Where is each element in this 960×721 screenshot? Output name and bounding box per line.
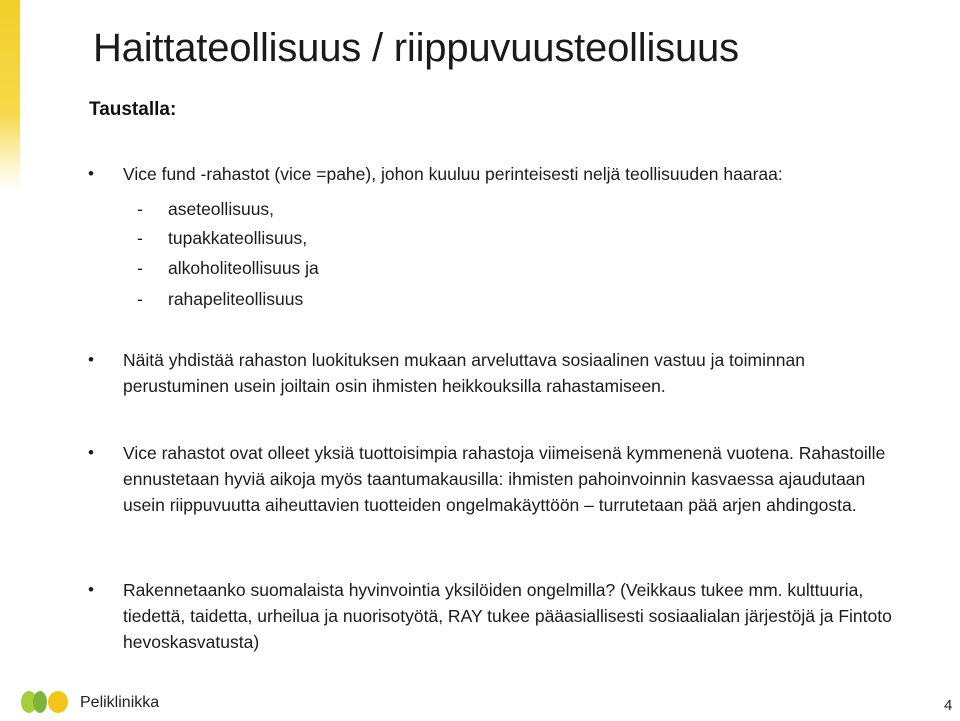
slide-title: Haittateollisuus / riippuvuusteollisuus xyxy=(93,26,739,70)
bullet-profitability: • Vice rahastot ovat olleet yksiä tuottoisimpia rahastoja viimeisenä kymmenenä vuotena. Rahastoille ennustetaan hyviä aikoja myös taantumakausilla: ihmisten pahoinvoinnin kasvaessa ajaudutaan usein riippuvuutta aiheuttavien tuotteiden ongelmakäyttöön – turrutetaan pää arjen ahdingosta. xyxy=(123,440,903,518)
yellow-accent-bar xyxy=(0,0,20,190)
section-heading: Taustalla: xyxy=(89,99,177,120)
dash-marker: - xyxy=(137,199,143,219)
logo-leaf-dark xyxy=(33,691,47,713)
bullet-vice-fund: • Vice fund -rahastot (vice =pahe), johon kuuluu perinteisesti neljä teollisuuden haaraa: xyxy=(123,161,903,187)
list-item-label: tupakkateollisuus, xyxy=(168,228,308,248)
bullet-welfare-question: • Rakennetaanko suomalaista hyvinvointia yksilöiden ongelmilla? (Veikkaus tukee mm. kulttuuria, tiedettä, taidetta, urheilua ja nuorisotyötä, RAY tukee pääasiallisesti sosiaalialan järjestöjä ja Fintoto hevoskasvatusta) xyxy=(123,577,903,655)
dash-marker: - xyxy=(137,258,143,278)
list-item-label: alkoholiteollisuus ja xyxy=(168,258,319,278)
page-number: 4 xyxy=(944,697,953,714)
footer-brand: Peliklinikka xyxy=(80,694,160,711)
dash-marker: - xyxy=(137,289,143,309)
peliklinikka-logo-icon xyxy=(18,689,74,715)
dash-marker: - xyxy=(137,228,143,248)
bullet-social-responsibility: • Näitä yhdistää rahaston luokituksen mukaan arveluttava sosiaalinen vastuu ja toiminnan perustuminen usein joiltain osin ihmisten heikkouksilla rahastamiseen. xyxy=(123,347,903,399)
list-item-label: rahapeliteollisuus xyxy=(168,289,304,309)
list-item-label: aseteollisuus, xyxy=(168,199,275,219)
logo-leaf-yellow xyxy=(48,691,68,713)
